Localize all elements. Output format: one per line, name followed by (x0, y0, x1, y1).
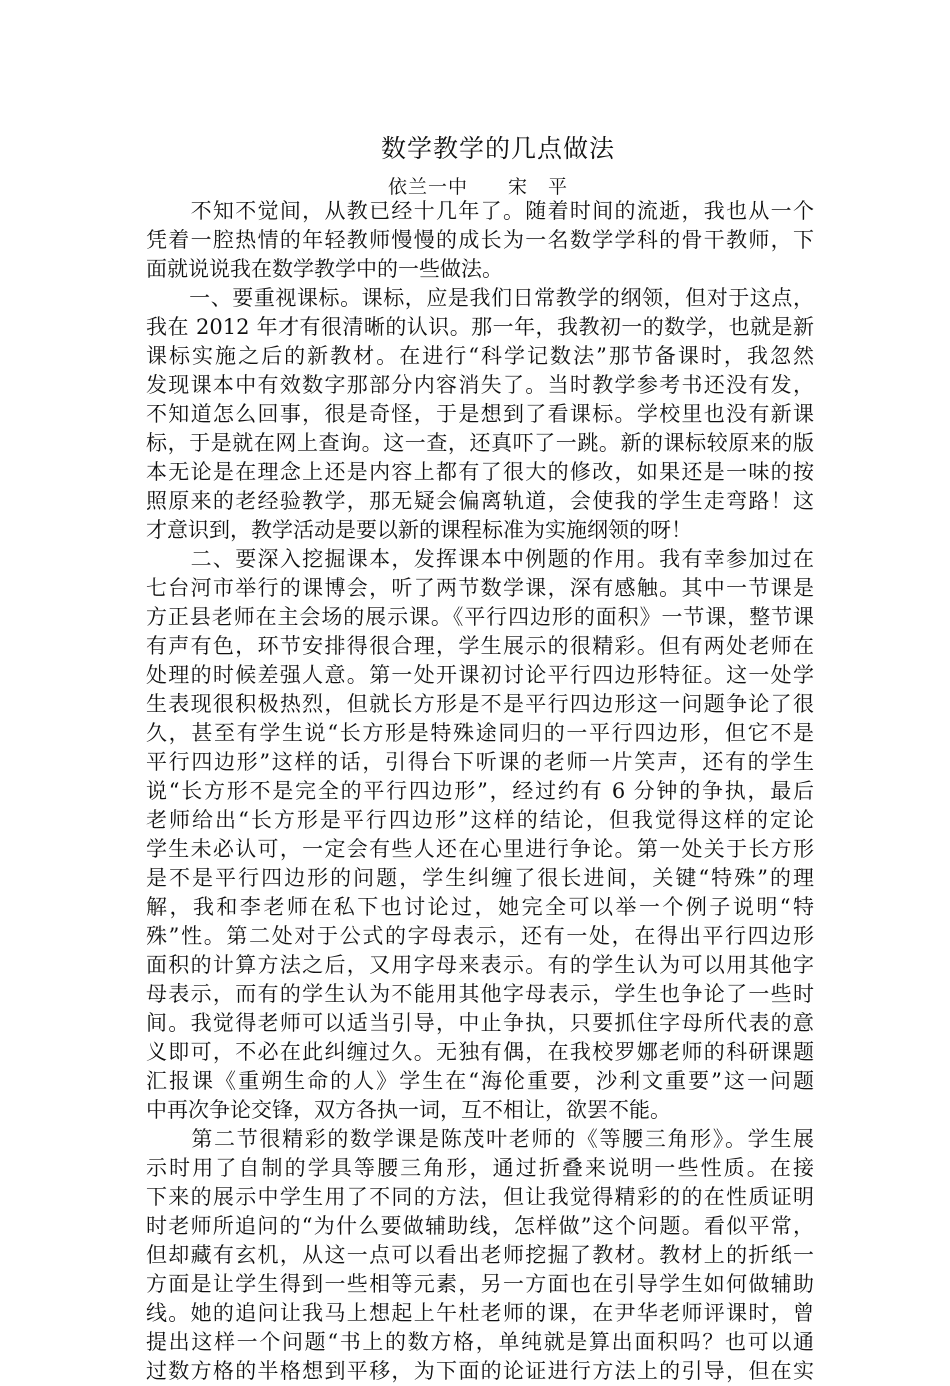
body-text-line: 二、要深入挖掘课本，发挥课本中例题的作用。我有幸参加过在 (146, 547, 814, 571)
body-text-line: 标，于是就在网上查询。这一查，还真吓了一跳。新的课标较原来的版 (146, 431, 814, 455)
body-text-line: 学生未必认可，一定会有些人还在心里进行争论。第一处关于长方形 (146, 837, 814, 861)
body-text-line: 面积的计算方法之后，又用字母来表示。有的学生认为可以用其他字 (146, 953, 814, 977)
body-text-line: 七台河市举行的课博会，听了两节数学课，深有感触。其中一节课是 (146, 576, 814, 600)
body-text-line: 凭着一腔热情的年轻教师慢慢的成长为一名数学学科的骨干教师，下 (146, 228, 814, 252)
body-text-line: 解，我和李老师在私下也讨论过，她完全可以举一个例子说明“特 (146, 895, 814, 919)
body-text-line: 一、要重视课标。课标，应是我们日常教学的纲领，但对于这点， (146, 286, 814, 310)
body-text-line: 说“长方形不是完全的平行四边形”，经过约有 6 分钟的争执，最后 (146, 779, 814, 803)
body-text-line: 久，甚至有学生说“长方形是特殊途同归的一平行四边形，但它不是 (146, 721, 814, 745)
body-text-line: 提出这样一个问题“书上的数方格，单纯就是算出面积吗？也可以通 (146, 1330, 814, 1354)
body-text-line: 间。我觉得老师可以适当引导，中止争执，只要抓住字母所代表的意 (146, 1011, 814, 1035)
body-text-line: 义即可，不必在此纠缠过久。无独有偶，在我校罗娜老师的科研课题 (146, 1040, 814, 1064)
body-text-line: 本无论是在理念上还是内容上都有了很大的修改，如果还是一味的按 (146, 460, 814, 484)
body-text-line: 有声有色，环节安排得很合理，学生展示的很精彩。但有两处老师在 (146, 634, 814, 658)
body-text-line: 才意识到，教学活动是要以新的课程标准为实施纲领的呀！ (146, 518, 692, 542)
body-text-line: 不知不觉间，从教已经十几年了。随着时间的流逝，我也从一个 (146, 199, 814, 223)
body-text-line: 殊”性。第二处对于公式的字母表示，还有一处，在得出平行四边形 (146, 924, 814, 948)
body-text-line: 面就说说我在数学教学中的一些做法。 (146, 257, 503, 281)
body-text-line: 方正县老师在主会场的展示课。《平行四边形的面积》一节课，整节课 (146, 605, 814, 629)
body-text-line: 不知道怎么回事，很是奇怪，于是想到了看课标。学校里也没有新课 (146, 402, 814, 426)
body-text-line: 是不是平行四边形的问题，学生纠缠了很长进间，关键“特殊”的理 (146, 866, 814, 890)
document-title: 数学教学的几点做法 (380, 134, 615, 163)
body-text-line: 下来的展示中学生用了不同的方法，但让我觉得精彩的的在性质证明 (146, 1185, 814, 1209)
body-text-line: 生表现很积极热烈，但就长方形是不是平行四边形这一问题争论了很 (146, 692, 814, 716)
body-text-line: 方面是让学生得到一些相等元素，另一方面也在引导学生如何做辅助 (146, 1272, 814, 1296)
body-text-line: 但却藏有玄机，从这一点可以看出老师挖掘了教材。教材上的折纸一 (146, 1243, 814, 1267)
body-text-line: 第二节很精彩的数学课是陈茂叶老师的《等腰三角形》。学生展 (146, 1127, 814, 1151)
body-text-line: 示时用了自制的学具等腰三角形，通过折叠来说明一些性质。在接 (146, 1156, 814, 1180)
body-text-line: 课标实施之后的新教材。在进行“科学记数法”那节备课时，我忽然 (146, 344, 814, 368)
body-text-line: 老师给出“长方形是平行四边形”这样的结论，但我觉得这样的定论 (146, 808, 814, 832)
author-byline: 依兰一中 宋 平 (388, 176, 569, 198)
body-text-line: 线。她的追问让我马上想起上午杜老师的课，在尹华老师评课时，曾 (146, 1301, 814, 1325)
body-text-line: 处理的时候差强人意。第一处开课初讨论平行四边形特征。这一处学 (146, 663, 814, 687)
body-text-line: 我在 2012 年才有很清晰的认识。那一年，我教初一的数学，也就是新 (146, 315, 814, 339)
body-text-line: 中再次争论交锋，双方各执一词，互不相让，欲罢不能。 (146, 1098, 671, 1122)
body-text-line: 发现课本中有效数字那部分内容消失了。当时教学参考书还没有发， (146, 373, 814, 397)
document-body (146, 197, 814, 1386)
body-text-line: 时老师所追问的“为什么要做辅助线，怎样做”这个问题。看似平常， (146, 1214, 814, 1238)
body-text-line: 母表示，而有的学生认为不能用其他字母表示，学生也争论了一些时 (146, 982, 814, 1006)
body-text-line: 照原来的老经验教学，那无疑会偏离轨道，会使我的学生走弯路！这 (146, 489, 814, 513)
body-text-line: 平行四边形”这样的话，引得台下听课的老师一片笑声，还有的学生 (146, 750, 814, 774)
body-text-line: 汇报课《重朔生命的人》学生在“海伦重要，沙利文重要”这一问题 (146, 1069, 814, 1093)
body-text-line: 过数方格的半格想到平移，为下面的论证进行方法上的引导，但在实 (146, 1359, 814, 1383)
